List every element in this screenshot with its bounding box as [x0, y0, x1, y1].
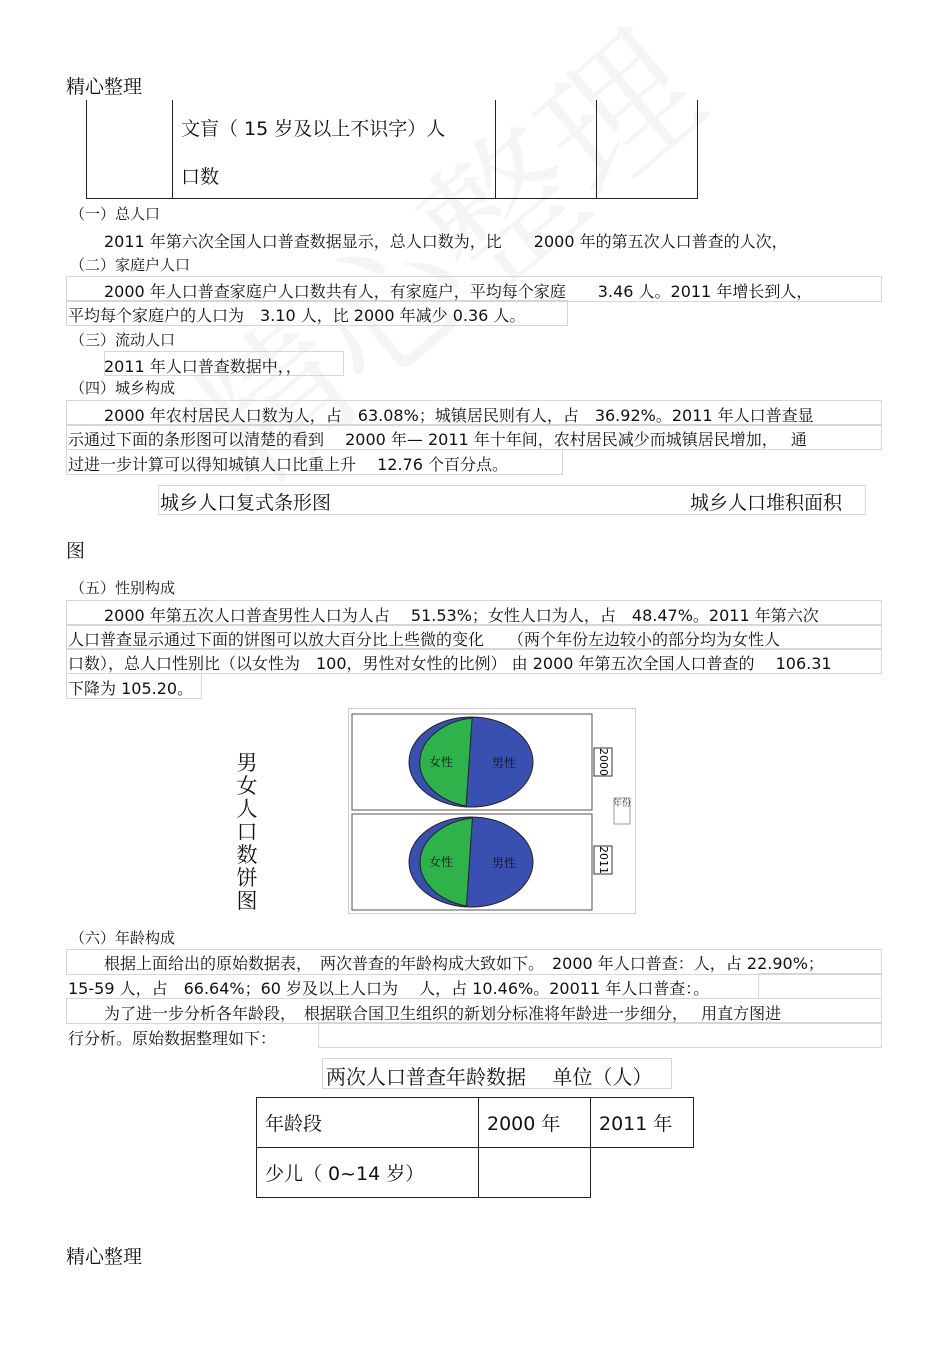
table-cell [479, 1148, 591, 1198]
facet-label-2000: 2000 [597, 748, 610, 776]
section-5-line: 2000 年第五次人口普查男性人口为人占 51.53%；女性人口为人，占 48.47%。2011 年第六次 [104, 606, 819, 625]
pie-label-male-2000: 男性 [491, 756, 517, 770]
table-row [257, 1098, 694, 1148]
pie-title-char: 图 [236, 889, 258, 913]
table-cell [591, 1148, 694, 1198]
section-1-line: 2011 年第六次全国人口普查数据显示，总人口数为，比 2000 年的第五次人口普查的人次， [104, 232, 788, 251]
section-5-line: 口数），总人口性别比（以女性为 100，男性对女性的比例） 由 2000 年第五次全国人口普查的 106.31 [68, 654, 832, 673]
top-table [86, 100, 698, 199]
section-4-line: 示通过下面的条形图可以清楚的看到 2000 年— 2011 年十年间，农村居民减少而城镇居民增加， 通 [68, 430, 807, 449]
section-5-line: 人口普查显示通过下面的饼图可以放大百分比上些微的变化 （两个年份左边较小的部分均为女性人 [68, 630, 781, 649]
section-5-heading: （五）性别构成 [70, 579, 176, 597]
pie-title-char: 人 [236, 797, 258, 821]
pie-chart-title [234, 752, 260, 913]
section-4-line: 过进一步计算可以得知城镇人口比重上升 12.76 个百分点。 [68, 455, 508, 474]
facet-axis-label: 年份 [612, 799, 632, 809]
section-1-heading: （一）总人口 [70, 205, 161, 223]
pie-title-char: 女 [236, 774, 258, 798]
facet-label-2011: 2011 [597, 846, 610, 874]
section-5-line: 下降为 105.20。 [68, 679, 194, 698]
pie-title-char: 饼 [236, 866, 258, 890]
pie-chart [348, 708, 636, 914]
page-header: 精心整理 [66, 76, 143, 98]
table-header-cell: 2011 年 [591, 1098, 694, 1148]
pie-label-female-2011: 女性 [428, 855, 454, 869]
section-6-line: 为了进一步分析各年龄段， 根据联合国卫生组织的新划分标准将年龄进一步细分， 用直方图进 [104, 1004, 782, 1023]
section-2-line: 2000 年人口普查家庭户人口数共有人，有家庭户，平均每个家庭 3.46 人。2011 年增长到人， [104, 282, 813, 301]
table-row [257, 1148, 694, 1198]
top-table-cell-line1: 文盲（ 15 岁及以上不识字）人 [181, 118, 446, 140]
section-2-line: 平均每个家庭户的人口为 3.10 人，比 2000 年减少 0.36 人。 [68, 306, 526, 325]
area-chart-caption-continued: 图 [66, 540, 86, 562]
age-table [256, 1097, 694, 1198]
table-cell: 少儿（ 0~14 岁） [257, 1148, 479, 1198]
section-4-line: 2000 年农村居民人口数为人，占 63.08%；城镇居民则有人，占 36.92%。2011 年人口普查显 [104, 406, 814, 425]
table-header-cell: 年龄段 [257, 1098, 479, 1148]
bar-chart-caption: 城乡人口复式条形图 [160, 492, 332, 514]
age-table-title: 两次人口普查年龄数据 单位（人） [326, 1065, 653, 1089]
pie-title-char: 男 [236, 751, 258, 775]
section-6-heading: （六）年龄构成 [70, 929, 176, 947]
top-table-cell-line2: 口数 [181, 166, 220, 188]
section-6-line: 根据上面给出的原始数据表， 两次普查的年龄构成大致如下。 2000 年人口普查：人，占 22.90%； [104, 954, 824, 973]
pie-label-female-2000: 女性 [428, 755, 454, 769]
pie-title-char: 口 [236, 820, 258, 844]
section-3-line: 2011 年人口普查数据中，， [104, 357, 302, 376]
page-footer: 精心整理 [66, 1246, 143, 1268]
section-2-heading: （二）家庭户人口 [70, 256, 191, 274]
pie-label-male-2011: 男性 [491, 856, 517, 870]
pie-title-char: 数 [236, 843, 258, 867]
section-3-heading: （三）流动人口 [70, 331, 176, 349]
section-6-line: 15-59 人，占 66.64%；60 岁及以上人口为 人，占 10.46%。20011 年人口普查：。 [68, 979, 710, 998]
section-6-line: 行分析。原始数据整理如下： [68, 1029, 277, 1048]
section-4-heading: （四）城乡构成 [70, 379, 176, 397]
table-header-cell: 2000 年 [479, 1098, 591, 1148]
area-chart-caption: 城乡人口堆积面积 [690, 492, 843, 514]
